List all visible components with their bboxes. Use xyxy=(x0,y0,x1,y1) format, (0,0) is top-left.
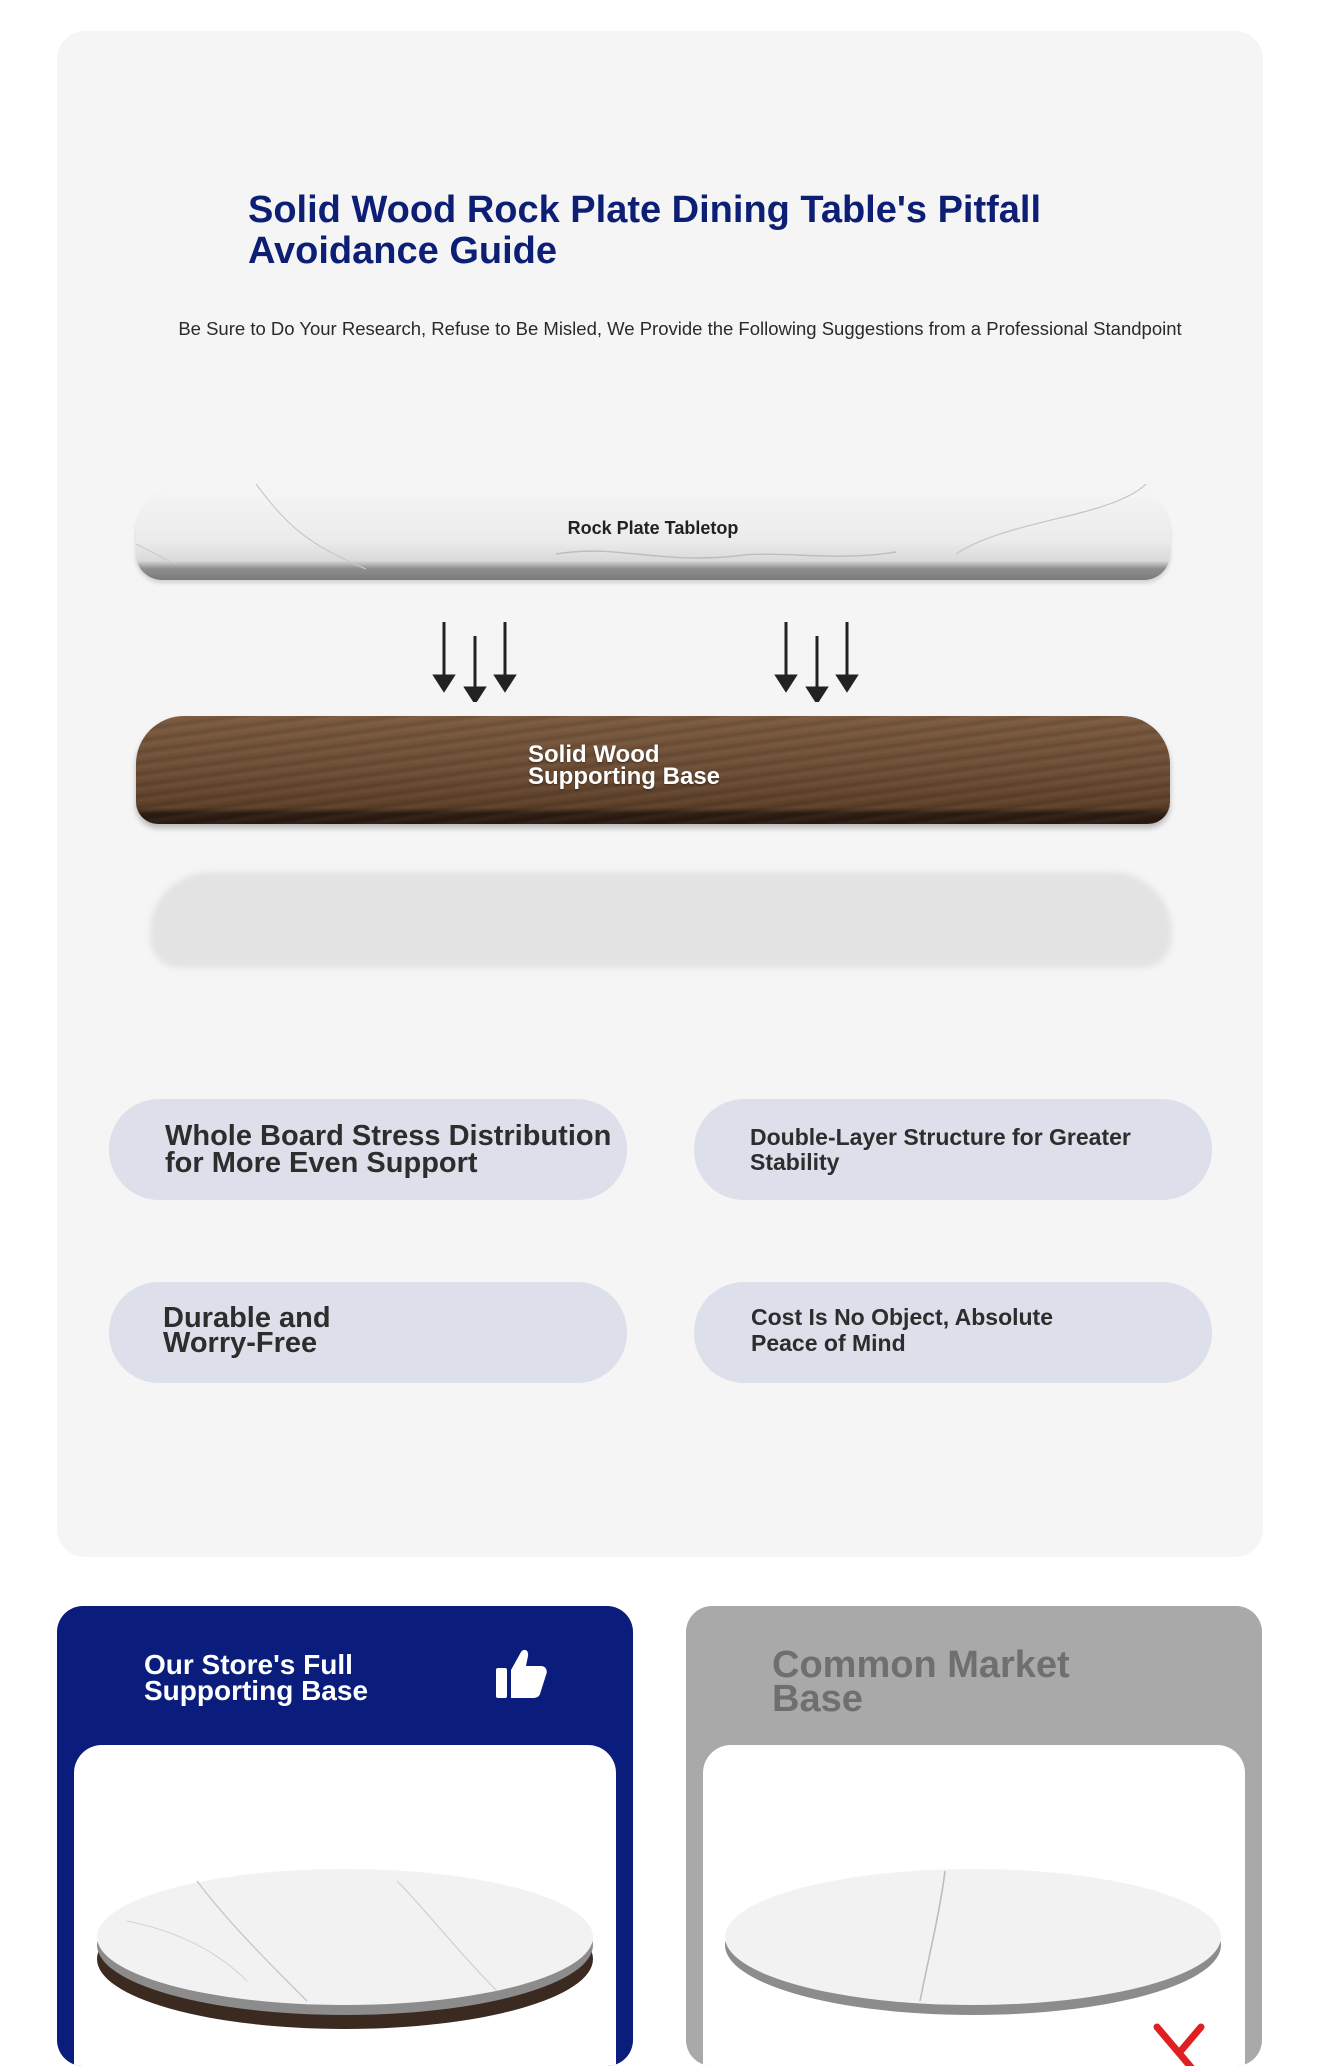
feature-durable xyxy=(109,1282,627,1383)
store-round-table-image xyxy=(97,1841,593,2041)
solid-wood-base-image xyxy=(136,716,1170,824)
market-base-card xyxy=(686,1606,1262,2066)
thumbs-up-icon xyxy=(493,1646,549,1702)
feature-line: for More Even Support xyxy=(165,1147,478,1179)
store-card-title: Our Store's Full Supporting Base xyxy=(144,1649,369,1706)
feature-line: Peace of Mind xyxy=(751,1330,906,1356)
feature-stress-distribution xyxy=(109,1099,627,1200)
feature-line: Durable and xyxy=(163,1302,331,1334)
rock-plate-label: Rock Plate Tabletop xyxy=(567,518,739,538)
feature-line: Whole Board Stress Distribution xyxy=(165,1120,612,1152)
market-card-title: Common Market Base xyxy=(772,1644,1070,1720)
rock-plate-tabletop-image xyxy=(136,484,1170,580)
market-round-table-image xyxy=(725,1841,1221,2041)
page-subtitle: Be Sure to Do Your Research, Refuse to Be Misled, We Provide the Following Suggestions from a Professional Standpoint xyxy=(178,318,1182,339)
store-base-card xyxy=(57,1606,633,2066)
feature-line: Stability xyxy=(750,1149,840,1175)
down-arrows-left-icon xyxy=(426,620,526,702)
feature-line: Worry-Free xyxy=(163,1327,318,1359)
base-shadow xyxy=(150,872,1172,968)
wood-base-label: Solid Wood Supporting Base xyxy=(528,741,721,790)
feature-line: Double-Layer Structure for Greater xyxy=(750,1124,1131,1150)
cross-icon xyxy=(1153,2023,1205,2066)
feature-double-layer xyxy=(694,1099,1212,1200)
feature-cost xyxy=(694,1282,1212,1383)
down-arrows-right-icon xyxy=(768,620,868,702)
store-product-area xyxy=(74,1745,616,2066)
market-product-area xyxy=(703,1745,1245,2066)
feature-line: Cost Is No Object, Absolute xyxy=(751,1304,1054,1330)
page-title: Solid Wood Rock Plate Dining Table's Pitfall Avoidance Guide xyxy=(248,189,1042,272)
